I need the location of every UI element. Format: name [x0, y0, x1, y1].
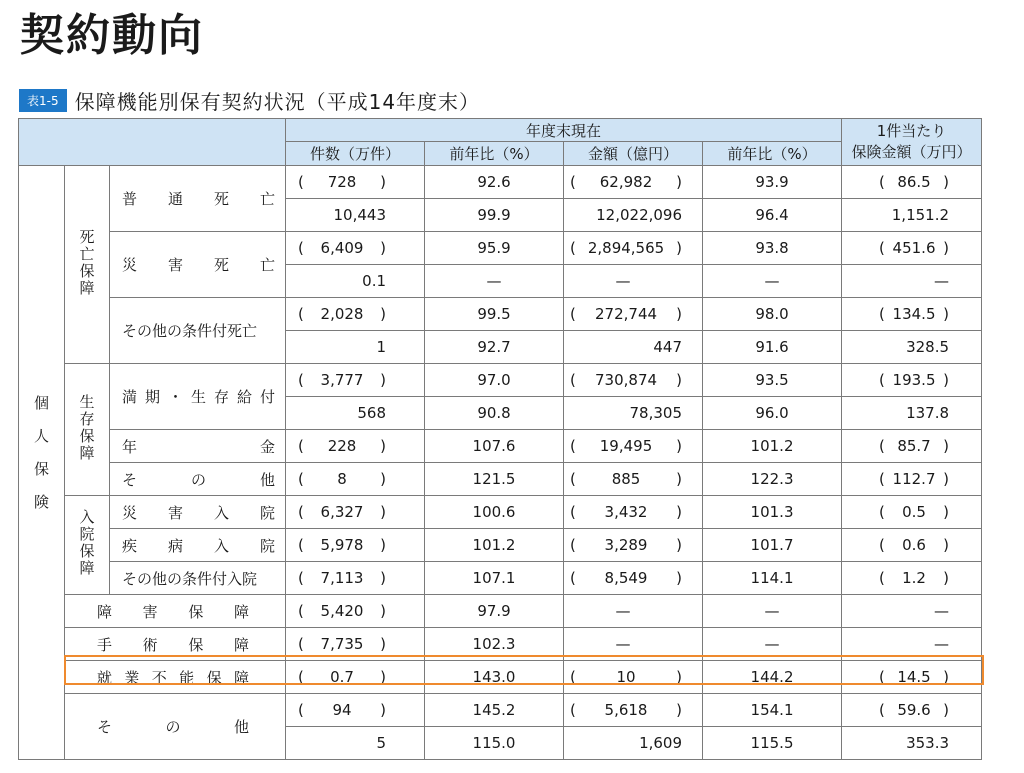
table-cell: 447	[564, 331, 703, 364]
table-cell: 122.3	[703, 463, 842, 496]
table-cell: ( 2,028 )	[286, 298, 425, 331]
header-yoy-count: 前年比（%）	[425, 142, 564, 166]
row-label: 災害死亡	[110, 232, 286, 298]
table-cell: ( 193.5 )	[842, 364, 982, 397]
page-title: 契約動向	[20, 10, 204, 61]
row-label-highlighted: 就業不能保障	[65, 661, 286, 694]
table-cell: ( 885 )	[564, 463, 703, 496]
table-cell: ( 0.6 )	[842, 529, 982, 562]
header-count: 件数（万件）	[286, 142, 425, 166]
table-cell: —	[425, 265, 564, 298]
table-cell: 101.2	[425, 529, 564, 562]
table-cell: 99.9	[425, 199, 564, 232]
table-cell: ( 730,874 )	[564, 364, 703, 397]
table-cell: —	[703, 265, 842, 298]
header-per-case-line1: 1件当たり	[876, 122, 947, 140]
table-cell: 96.0	[703, 397, 842, 430]
table-cell: 92.7	[425, 331, 564, 364]
table-cell: 96.4	[703, 199, 842, 232]
table-cell: ( 0.7 )	[286, 661, 425, 694]
table-cell: 12,022,096	[564, 199, 703, 232]
contract-table	[18, 118, 982, 760]
table-cell: ( 3,289 )	[564, 529, 703, 562]
group-survival: 生存保障	[65, 364, 110, 496]
row-label: 手術保障	[65, 628, 286, 661]
group-hosp: 入院保障	[65, 496, 110, 595]
table-cell: 1,151.2	[842, 199, 982, 232]
table-cell: 97.0	[425, 364, 564, 397]
table-cell: —	[564, 595, 703, 628]
table-cell: 353.3	[842, 727, 982, 760]
header-yoy-amount: 前年比（%）	[703, 142, 842, 166]
table-cell: —	[842, 628, 982, 661]
table-cell: —	[842, 595, 982, 628]
table-cell: 101.3	[703, 496, 842, 529]
table-cell: 101.7	[703, 529, 842, 562]
table-cell: —	[703, 595, 842, 628]
table-cell: ( 5,420 )	[286, 595, 425, 628]
table-cell: 107.1	[425, 562, 564, 595]
table-cell: ( 134.5 )	[842, 298, 982, 331]
table-cell: 137.8	[842, 397, 982, 430]
table-cell: ( 1.2 )	[842, 562, 982, 595]
table-cell: ( 19,495 )	[564, 430, 703, 463]
table-cell: 154.1	[703, 694, 842, 727]
header-per-case	[842, 119, 982, 166]
table-cell: 93.5	[703, 364, 842, 397]
header-corner	[19, 119, 286, 166]
group-death: 死亡保障	[65, 166, 110, 364]
table-cell: ( 62,982 )	[564, 166, 703, 199]
table-cell: 121.5	[425, 463, 564, 496]
table-cell: 98.0	[703, 298, 842, 331]
table-cell: 102.3	[425, 628, 564, 661]
table-cell: 115.0	[425, 727, 564, 760]
row-label: 年金	[110, 430, 286, 463]
table-cell: ( 0.5 )	[842, 496, 982, 529]
table-cell: ( 728 )	[286, 166, 425, 199]
row-label: 災害入院	[110, 496, 286, 529]
table-cell: 93.9	[703, 166, 842, 199]
table-cell: 91.6	[703, 331, 842, 364]
row-label: その他	[65, 694, 286, 760]
table-cell: ( 7,735 )	[286, 628, 425, 661]
table-cell: 93.8	[703, 232, 842, 265]
table-cell: ( 8,549 )	[564, 562, 703, 595]
table-cell: ( 228 )	[286, 430, 425, 463]
row-label: その他	[110, 463, 286, 496]
table-cell: ( 8 )	[286, 463, 425, 496]
table-cell: 90.8	[425, 397, 564, 430]
row-label: その他の条件付死亡	[110, 298, 286, 364]
table-cell: 99.5	[425, 298, 564, 331]
row-label: 満期・生存給付	[110, 364, 286, 430]
table-cell: ( 5,978 )	[286, 529, 425, 562]
row-label: 疾病入院	[110, 529, 286, 562]
table-cell: 568	[286, 397, 425, 430]
table-cell: ( 86.5 )	[842, 166, 982, 199]
group-kojin: 個人保険	[19, 166, 65, 760]
table-cell: 95.9	[425, 232, 564, 265]
table-cell: ( 59.6 )	[842, 694, 982, 727]
row-label: 普通死亡	[110, 166, 286, 232]
table-cell: ( 3,777 )	[286, 364, 425, 397]
table-cell: ( 272,744 )	[564, 298, 703, 331]
table-cell: ( 3,432 )	[564, 496, 703, 529]
table-tag: 表1-5	[19, 89, 67, 112]
table-cell: 144.2	[703, 661, 842, 694]
table-cell: 1,609	[564, 727, 703, 760]
table-cell: ( 94 )	[286, 694, 425, 727]
table-cell: 115.5	[703, 727, 842, 760]
row-label: その他の条件付入院	[110, 562, 286, 595]
table-cell: ( 10 )	[564, 661, 703, 694]
table-cell: 97.9	[425, 595, 564, 628]
table-cell: ( 85.7 )	[842, 430, 982, 463]
header-amount: 金額（億円）	[564, 142, 703, 166]
table-cell: 10,443	[286, 199, 425, 232]
table-cell: 78,305	[564, 397, 703, 430]
table-cell: 328.5	[842, 331, 982, 364]
table-cell: ( 7,113 )	[286, 562, 425, 595]
table-cell: —	[564, 265, 703, 298]
header-per-case-line2: 保険金額（万円）	[851, 143, 972, 161]
table-cell: —	[703, 628, 842, 661]
table-cell: ( 5,618 )	[564, 694, 703, 727]
header-group: 年度末現在	[286, 119, 842, 142]
table-cell: —	[842, 265, 982, 298]
table-cell: —	[564, 628, 703, 661]
table-cell: 145.2	[425, 694, 564, 727]
caption-text: 保障機能別保有契約状況（平成14年度末）	[74, 89, 481, 114]
table-cell: 101.2	[703, 430, 842, 463]
table-cell: 107.6	[425, 430, 564, 463]
table-caption	[19, 88, 480, 112]
table-cell: 114.1	[703, 562, 842, 595]
table-cell: ( 451.6 )	[842, 232, 982, 265]
table-cell: ( 2,894,565 )	[564, 232, 703, 265]
table-cell: 5	[286, 727, 425, 760]
table-cell: 1	[286, 331, 425, 364]
table-cell: ( 112.7 )	[842, 463, 982, 496]
table-cell: 143.0	[425, 661, 564, 694]
table-cell: 100.6	[425, 496, 564, 529]
table-cell: 0.1	[286, 265, 425, 298]
table-cell: ( 14.5 )	[842, 661, 982, 694]
table-cell: ( 6,327 )	[286, 496, 425, 529]
table-cell: ( 6,409 )	[286, 232, 425, 265]
table-cell: 92.6	[425, 166, 564, 199]
row-label: 障害保障	[65, 595, 286, 628]
